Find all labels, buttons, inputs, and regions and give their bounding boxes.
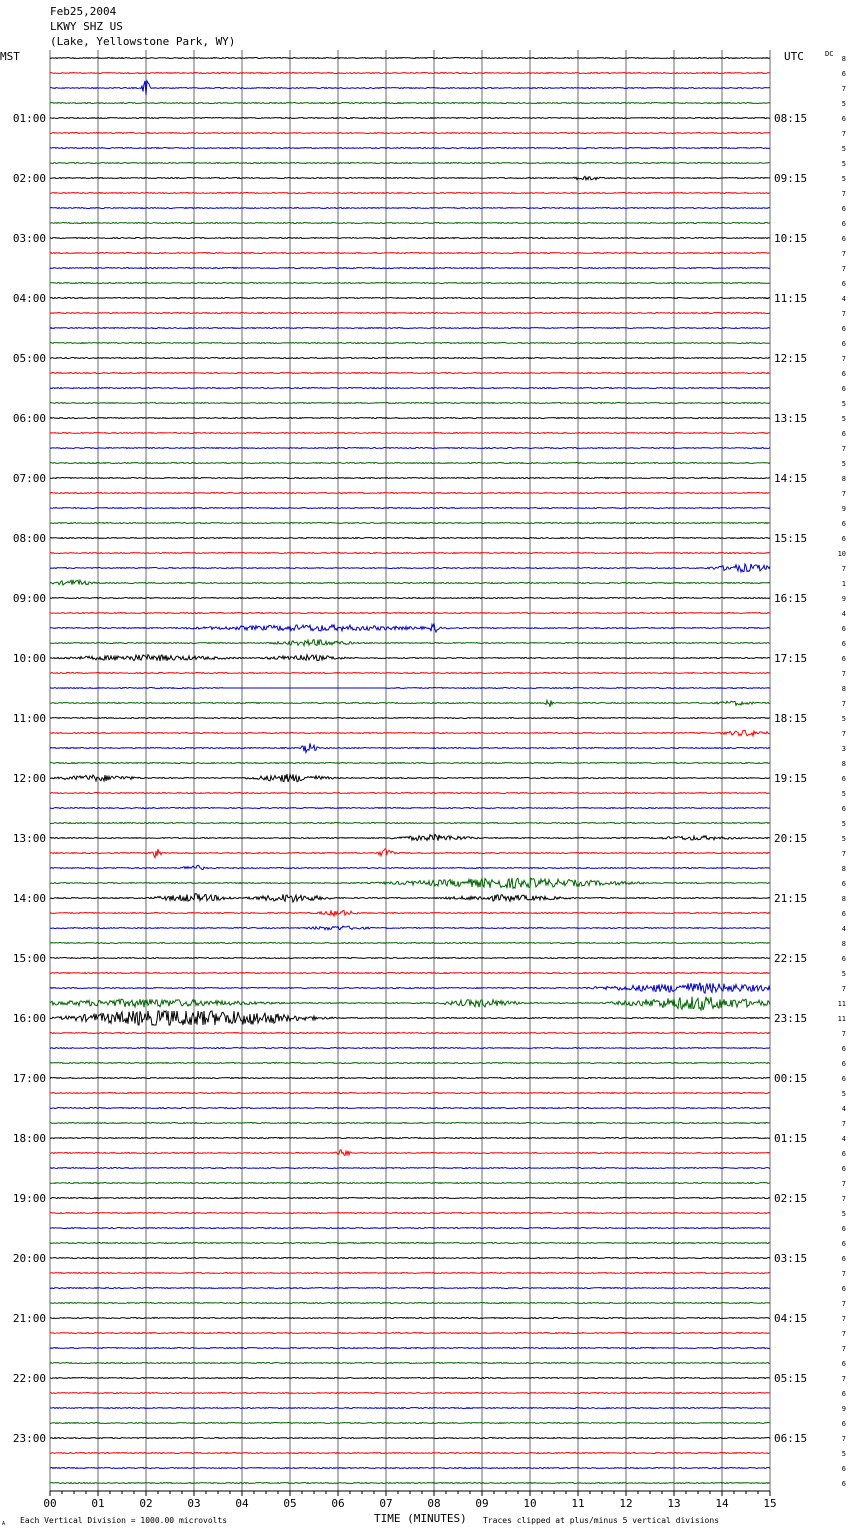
dc-value: 3 <box>841 745 846 753</box>
mst-hour-label: 10:00 <box>12 652 46 665</box>
dc-value: 6 <box>841 805 846 813</box>
seismic-trace <box>50 373 770 374</box>
seismic-trace <box>50 1033 770 1034</box>
seismic-trace <box>50 1273 770 1274</box>
seismic-trace <box>50 973 770 974</box>
dc-value: 7 <box>841 190 846 198</box>
seismic-trace <box>50 580 770 585</box>
dc-value: 11 <box>837 1015 846 1023</box>
seismic-trace <box>50 478 770 479</box>
dc-value: 6 <box>841 520 846 528</box>
dc-value: 6 <box>841 910 846 918</box>
mst-hour-label: 20:00 <box>12 1252 46 1265</box>
mst-hour-label: 07:00 <box>12 472 46 485</box>
seismic-trace <box>50 523 770 524</box>
seismic-trace <box>50 808 770 809</box>
utc-hour-label: 00:15 <box>774 1072 808 1085</box>
dc-value: 6 <box>841 1150 846 1158</box>
mst-hour-label: 01:00 <box>12 112 46 125</box>
dc-value: 6 <box>841 955 846 963</box>
x-tick-label: 00 <box>43 1497 57 1510</box>
dc-value: 7 <box>841 1300 846 1308</box>
dc-value: 5 <box>841 175 846 183</box>
seismic-trace <box>50 328 770 329</box>
dc-value: 6 <box>841 205 846 213</box>
dc-value: 6 <box>841 625 846 633</box>
seismic-trace <box>50 910 770 916</box>
seismic-trace <box>50 865 770 869</box>
dc-value: 6 <box>841 1480 846 1488</box>
dc-value: 6 <box>841 220 846 228</box>
seismic-trace <box>50 774 770 782</box>
dc-value: 7 <box>841 565 846 573</box>
seismic-trace <box>50 1138 770 1139</box>
dc-value: 4 <box>841 295 846 303</box>
x-tick-label: 10 <box>523 1497 537 1510</box>
seismic-trace <box>50 193 770 194</box>
dc-value: 11 <box>837 1000 846 1008</box>
seismic-trace <box>50 1348 770 1349</box>
seismic-trace <box>50 730 770 736</box>
seismic-trace <box>50 403 770 404</box>
seismic-trace <box>50 1363 770 1364</box>
x-tick-label: 12 <box>619 1497 633 1510</box>
dc-value: 5 <box>841 1450 846 1458</box>
dc-value: 7 <box>841 130 846 138</box>
utc-hour-label: 20:15 <box>774 832 808 845</box>
seismic-trace <box>50 997 770 1010</box>
mst-hour-label: 06:00 <box>12 412 46 425</box>
mst-hour-label: 13:00 <box>12 832 46 845</box>
seismic-trace <box>50 238 770 239</box>
dc-value: 6 <box>841 775 846 783</box>
x-tick-label: 13 <box>667 1497 681 1510</box>
x-tick-label: 01 <box>91 1497 105 1510</box>
dc-value: 8 <box>841 865 846 873</box>
utc-hour-label: 11:15 <box>774 292 808 305</box>
x-axis-ticks <box>43 1491 776 1510</box>
seismic-trace <box>50 118 770 119</box>
dc-value: 5 <box>841 970 846 978</box>
dc-value: 8 <box>841 685 846 693</box>
utc-hour-label: 15:15 <box>774 532 808 545</box>
dc-value: 6 <box>841 430 846 438</box>
x-tick-label: 05 <box>283 1497 297 1510</box>
dc-value: 6 <box>841 1225 846 1233</box>
seismic-trace <box>50 223 770 224</box>
seismic-trace <box>50 598 770 599</box>
dc-value: 6 <box>841 325 846 333</box>
mst-hour-label: 02:00 <box>12 172 46 185</box>
seismic-trace <box>50 1288 770 1289</box>
seismic-trace <box>50 1333 770 1334</box>
dc-value: 7 <box>841 445 846 453</box>
seismic-trace <box>50 763 770 764</box>
seismic-trace <box>50 433 770 434</box>
seismic-trace <box>50 1063 770 1064</box>
seismic-trace <box>50 1393 770 1394</box>
seismic-trace <box>50 133 770 134</box>
seismic-trace <box>50 943 770 944</box>
mst-hour-label: 19:00 <box>12 1192 46 1205</box>
seismic-trace <box>50 103 770 104</box>
dc-value: 7 <box>841 265 846 273</box>
dc-value: 6 <box>841 1420 846 1428</box>
seismic-trace <box>50 1408 770 1409</box>
seismic-trace <box>50 1183 770 1184</box>
dc-value: 8 <box>841 940 846 948</box>
x-tick-label: 15 <box>763 1497 777 1510</box>
dc-value: 4 <box>841 925 846 933</box>
mst-hour-label: 16:00 <box>12 1012 46 1025</box>
seismic-trace <box>50 849 770 858</box>
mst-hour-label: 08:00 <box>12 532 46 545</box>
utc-hour-label: 02:15 <box>774 1192 808 1205</box>
dc-value: 1 <box>841 580 846 588</box>
mst-hour-label: 15:00 <box>12 952 46 965</box>
dc-value: 7 <box>841 1270 846 1278</box>
dc-value: 7 <box>841 730 846 738</box>
footer-mark: A <box>2 1521 6 1527</box>
dc-value: 5 <box>841 160 846 168</box>
footer-right-note: Traces clipped at plus/minus 5 vertical divisions <box>483 1516 720 1525</box>
dc-value: 8 <box>841 55 846 63</box>
mst-hour-labels <box>13 112 46 1445</box>
dc-value: 7 <box>841 1195 846 1203</box>
utc-hour-label: 09:15 <box>774 172 808 185</box>
dc-value: 6 <box>841 1165 846 1173</box>
seismic-trace <box>50 1378 770 1379</box>
seismic-trace <box>50 268 770 269</box>
seismic-trace <box>50 298 770 299</box>
seismic-trace <box>50 700 770 706</box>
dc-value: 6 <box>841 1075 846 1083</box>
seismic-trace <box>50 1168 770 1169</box>
seismic-trace <box>50 283 770 284</box>
dc-value: 7 <box>841 985 846 993</box>
seismic-trace <box>50 163 770 164</box>
seismic-trace <box>50 253 770 254</box>
utc-hour-label: 08:15 <box>774 112 808 125</box>
utc-hour-label: 16:15 <box>774 592 808 605</box>
dc-value: 7 <box>841 355 846 363</box>
dc-value: 7 <box>841 490 846 498</box>
utc-hour-label: 22:15 <box>774 952 808 965</box>
utc-hour-label: 21:15 <box>774 892 808 905</box>
seismic-trace <box>50 564 770 572</box>
seismic-trace <box>50 926 770 930</box>
seismic-trace <box>50 613 770 614</box>
x-tick-label: 11 <box>571 1497 585 1510</box>
dc-value: 5 <box>841 715 846 723</box>
seismic-trace <box>50 793 770 794</box>
footer-left-note: Each Vertical Division = 1000.00 microvolts <box>20 1516 228 1525</box>
utc-hour-label: 13:15 <box>774 412 808 425</box>
dc-value: 6 <box>841 115 846 123</box>
dc-value: 8 <box>841 760 846 768</box>
dc-value: 4 <box>841 1105 846 1113</box>
seismic-trace <box>50 148 770 149</box>
dc-values <box>838 55 846 1488</box>
seismic-trace <box>50 640 770 646</box>
utc-hour-label: 18:15 <box>774 712 808 725</box>
mst-hour-label: 18:00 <box>12 1132 46 1145</box>
utc-hour-label: 14:15 <box>774 472 808 485</box>
dc-value: 6 <box>841 370 846 378</box>
seismic-trace <box>50 983 770 993</box>
x-tick-label: 08 <box>427 1497 441 1510</box>
dc-value: 7 <box>841 1030 846 1038</box>
dc-value: 6 <box>841 535 846 543</box>
seismic-trace <box>50 1198 770 1199</box>
utc-hour-label: 06:15 <box>774 1432 808 1445</box>
dc-value: 7 <box>841 1315 846 1323</box>
dc-value: 7 <box>841 310 846 318</box>
seismic-trace <box>50 688 770 689</box>
dc-value: 6 <box>841 340 846 348</box>
utc-hour-label: 10:15 <box>774 232 808 245</box>
utc-axis-label: UTC <box>784 50 804 63</box>
seismic-trace <box>50 1318 770 1319</box>
dc-value: 4 <box>841 610 846 618</box>
dc-value: 7 <box>841 1330 846 1338</box>
seismic-trace <box>50 553 770 554</box>
seismic-trace <box>50 655 770 661</box>
x-tick-label: 14 <box>715 1497 729 1510</box>
dc-value: 6 <box>841 1255 846 1263</box>
seismic-trace <box>50 835 770 841</box>
dc-value: 10 <box>837 550 846 558</box>
seismic-trace <box>50 878 770 888</box>
seismic-trace <box>50 894 770 902</box>
x-axis-label: TIME (MINUTES) <box>374 1512 467 1525</box>
utc-hour-label: 23:15 <box>774 1012 808 1025</box>
dc-value: 7 <box>841 1345 846 1353</box>
dc-value: 4 <box>841 1135 846 1143</box>
mst-hour-label: 04:00 <box>12 292 46 305</box>
mst-hour-label: 09:00 <box>12 592 46 605</box>
x-tick-label: 09 <box>475 1497 489 1510</box>
dc-value: 7 <box>841 1375 846 1383</box>
seismic-trace <box>50 388 770 389</box>
seismic-trace <box>50 1303 770 1304</box>
mst-hour-label: 21:00 <box>12 1312 46 1325</box>
dc-value: 6 <box>841 1360 846 1368</box>
dc-value: 8 <box>841 475 846 483</box>
dc-value: 6 <box>841 70 846 78</box>
seismic-trace <box>50 1438 770 1439</box>
dc-value: 7 <box>841 850 846 858</box>
seismic-trace <box>50 81 770 95</box>
mst-hour-label: 14:00 <box>12 892 46 905</box>
dc-value: 5 <box>841 100 846 108</box>
dc-value: 6 <box>841 280 846 288</box>
mst-hour-label: 05:00 <box>12 352 46 365</box>
dc-value: 7 <box>841 670 846 678</box>
dc-value: 6 <box>841 640 846 648</box>
seismic-trace <box>50 1243 770 1244</box>
dc-value: 9 <box>841 505 846 513</box>
utc-hour-label: 05:15 <box>774 1372 808 1385</box>
seismic-trace <box>50 448 770 449</box>
seismic-trace <box>50 823 770 824</box>
x-tick-label: 02 <box>139 1497 153 1510</box>
dc-value: 5 <box>841 790 846 798</box>
x-tick-label: 04 <box>235 1497 249 1510</box>
seismic-trace <box>50 1078 770 1079</box>
mst-hour-label: 12:00 <box>12 772 46 785</box>
seismic-trace <box>50 313 770 314</box>
seismic-trace <box>50 1213 770 1214</box>
mst-hour-label: 22:00 <box>12 1372 46 1385</box>
seismic-trace <box>50 1483 770 1484</box>
dc-value: 9 <box>841 1405 846 1413</box>
seismic-trace <box>50 1228 770 1229</box>
seismic-trace <box>50 1011 770 1025</box>
utc-hour-label: 19:15 <box>774 772 808 785</box>
utc-hour-label: 17:15 <box>774 652 808 665</box>
dc-value: 5 <box>841 1210 846 1218</box>
minute-gridlines <box>50 50 770 1491</box>
dc-value: 7 <box>841 1120 846 1128</box>
utc-hour-label: 04:15 <box>774 1312 808 1325</box>
seismic-trace <box>50 176 770 180</box>
utc-hour-label: 01:15 <box>774 1132 808 1145</box>
seismic-trace <box>50 418 770 419</box>
dc-value: 6 <box>841 1285 846 1293</box>
seismic-trace <box>50 1453 770 1454</box>
seismic-trace <box>50 208 770 209</box>
trace-group <box>50 58 770 1484</box>
seismic-trace <box>50 623 770 632</box>
utc-hour-labels <box>774 112 807 1445</box>
header-station: LKWY SHZ US <box>50 20 123 33</box>
dc-value: 7 <box>841 250 846 258</box>
mst-hour-label: 11:00 <box>12 712 46 725</box>
dc-value: 7 <box>841 85 846 93</box>
dc-value: 5 <box>841 820 846 828</box>
header-location: (Lake, Yellowstone Park, WY) <box>50 35 236 48</box>
seismic-trace <box>50 1150 770 1156</box>
seismic-trace <box>50 1423 770 1424</box>
x-tick-label: 07 <box>379 1497 393 1510</box>
mst-hour-label: 23:00 <box>12 1432 46 1445</box>
seismic-trace <box>50 73 770 74</box>
seismic-trace <box>50 508 770 509</box>
dc-value: 5 <box>841 1090 846 1098</box>
dc-value: 7 <box>841 1180 846 1188</box>
seismic-trace <box>50 958 770 959</box>
dc-value: 6 <box>841 1060 846 1068</box>
x-tick-label: 03 <box>187 1497 201 1510</box>
dc-value: 7 <box>841 1435 846 1443</box>
mst-hour-label: 17:00 <box>12 1072 46 1085</box>
dc-value: 8 <box>841 895 846 903</box>
dc-value: 6 <box>841 1045 846 1053</box>
dc-value: 5 <box>841 145 846 153</box>
dc-value: 6 <box>841 1240 846 1248</box>
dc-value: 5 <box>841 400 846 408</box>
seismic-trace <box>50 493 770 494</box>
seismic-trace <box>50 1123 770 1124</box>
dc-value: 6 <box>841 235 846 243</box>
dc-value: 5 <box>841 415 846 423</box>
mst-hour-label: 03:00 <box>12 232 46 245</box>
mst-axis-label: MST <box>0 50 20 63</box>
x-tick-label: 06 <box>331 1497 345 1510</box>
seismic-trace <box>50 463 770 464</box>
seismic-trace <box>50 538 770 539</box>
dc-value: 6 <box>841 880 846 888</box>
dc-value: 5 <box>841 460 846 468</box>
seismic-trace <box>50 1108 770 1109</box>
seismic-trace <box>50 1468 770 1469</box>
dc-value: 6 <box>841 655 846 663</box>
seismic-trace <box>50 1048 770 1049</box>
dc-value: 6 <box>841 1390 846 1398</box>
seismic-trace <box>50 1258 770 1259</box>
seismic-trace <box>50 743 770 752</box>
seismic-trace <box>50 343 770 344</box>
dc-value: 6 <box>841 1465 846 1473</box>
dc-header-label: DC <box>825 50 834 58</box>
seismic-trace <box>50 358 770 359</box>
utc-hour-label: 03:15 <box>774 1252 808 1265</box>
dc-value: 7 <box>841 700 846 708</box>
seismic-trace <box>50 673 770 674</box>
header-date: Feb25,2004 <box>50 5 117 18</box>
seismic-trace <box>50 58 770 59</box>
dc-value: 6 <box>841 385 846 393</box>
dc-value: 9 <box>841 595 846 603</box>
dc-value: 5 <box>841 835 846 843</box>
seismic-trace <box>50 718 770 719</box>
seismic-trace <box>50 1093 770 1094</box>
utc-hour-label: 12:15 <box>774 352 808 365</box>
